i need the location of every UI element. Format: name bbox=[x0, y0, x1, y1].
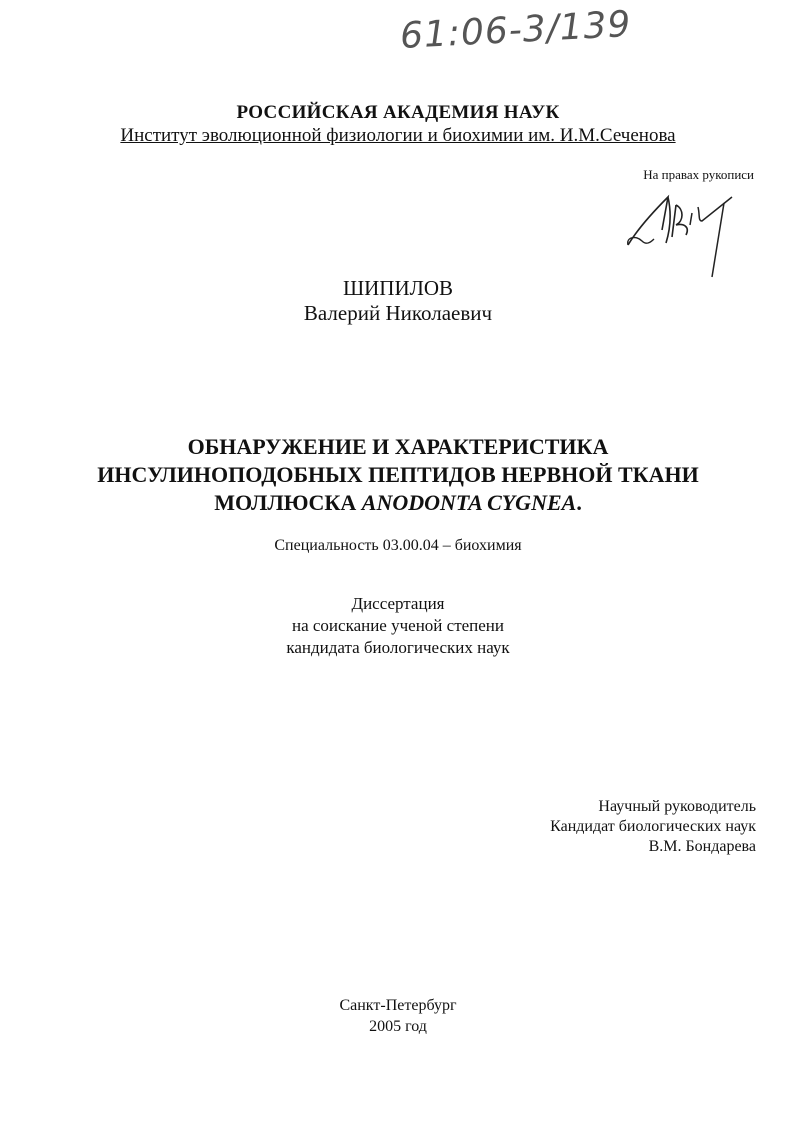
author-surname: ШИПИЛОВ bbox=[342, 276, 454, 300]
city: Санкт-Петербург bbox=[339, 997, 457, 1014]
dissertation-line-1: Диссертация bbox=[351, 594, 445, 613]
manuscript-note: На правах рукописи bbox=[643, 167, 754, 182]
title-line-3 bbox=[0, 489, 796, 517]
year: 2005 год bbox=[369, 1018, 427, 1035]
archive-stamp: 61:06-3/139 bbox=[399, 3, 633, 58]
supervisor-block bbox=[550, 797, 756, 857]
author-name: Валерий Николаевич bbox=[303, 301, 493, 325]
supervisor-role: Научный руководитель bbox=[598, 798, 756, 815]
dissertation-line-3: кандидата биологических наук bbox=[286, 638, 510, 657]
supervisor-name: В.М. Бондарева bbox=[648, 838, 756, 855]
title-line-3-prefix: МОЛЛЮСКА bbox=[214, 490, 362, 515]
specialty: Специальность 03.00.04 – биохимия bbox=[274, 537, 522, 554]
title-line-1: ОБНАРУЖЕНИЕ И ХАРАКТЕРИСТИКА bbox=[187, 434, 609, 459]
dissertation-type bbox=[0, 593, 796, 659]
title-line-2: ИНСУЛИНОПОДОБНЫХ ПЕПТИДОВ НЕРВНОЙ ТКАНИ bbox=[97, 462, 699, 487]
place-and-year bbox=[0, 995, 796, 1037]
dissertation-line-2: на соискание ученой степени bbox=[291, 616, 505, 635]
species-name: ANODONTA CYGNEA bbox=[361, 490, 577, 515]
dissertation-title bbox=[0, 433, 796, 517]
institute-name: Институт эволюционной физиологии и биохимии им. И.М.Сеченова bbox=[120, 125, 676, 146]
signature-icon bbox=[620, 185, 750, 280]
organization-name: РОССИЙСКАЯ АКАДЕМИЯ НАУК bbox=[236, 102, 560, 123]
title-line-3-suffix: . bbox=[576, 490, 582, 515]
supervisor-degree: Кандидат биологических наук bbox=[550, 818, 756, 835]
